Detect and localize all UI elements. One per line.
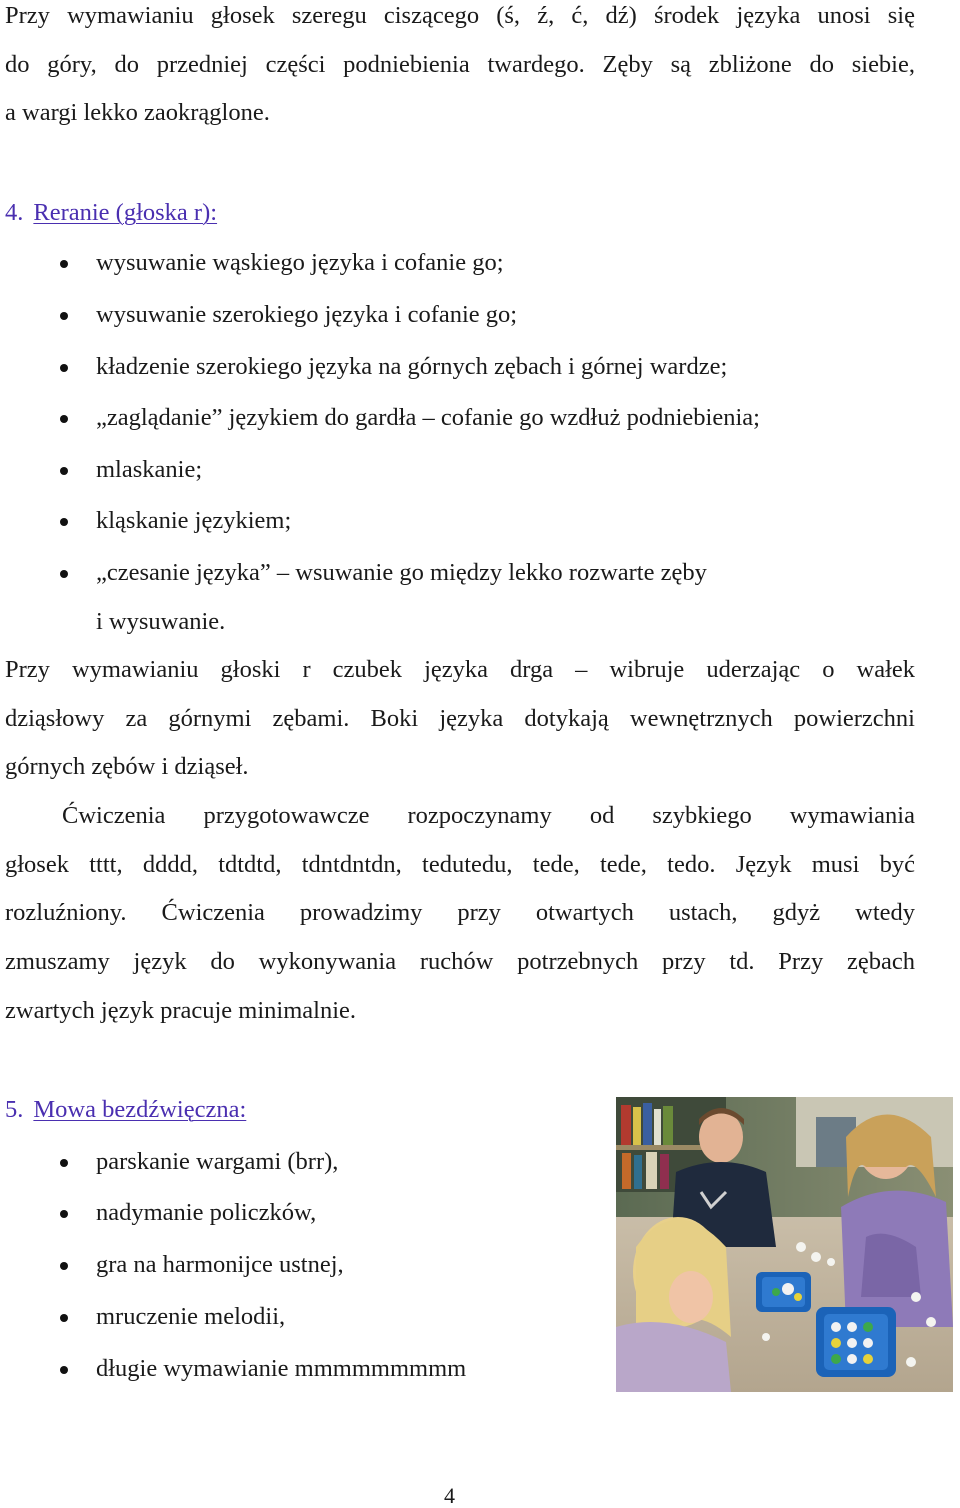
list-item-text: długie wymawianie mmmmmmmmm	[96, 1355, 467, 1382]
list-item-text: mruczenie melodii,	[96, 1303, 286, 1330]
list-item-text: gra na harmonijce ustnej,	[96, 1251, 344, 1278]
page-number: 4	[444, 1483, 455, 1508]
paragraph-line: dziąsłowy za górnymi zębami. Boki języka dotykają wewnętrznych powierzchni	[5, 705, 915, 732]
list-item-text: kląskanie językiem;	[96, 507, 292, 534]
paragraph-line: Przy wymawianiu głoski r czubek języka drga – wibruje uderzając o wałek	[5, 656, 915, 683]
list-item-text: kładzenie szerokiego języka na górnych zębach i górnej wardze;	[96, 353, 728, 380]
paragraph-line: Ćwiczenia przygotowawcze rozpoczynamy od szybkiego wymawiania	[62, 802, 915, 829]
bullet-icon	[60, 415, 68, 423]
section-4-number: 4.	[5, 199, 24, 226]
intro-line-2: do góry, do przedniej części podniebienia twardego. Zęby są zbliżone do siebie,	[5, 51, 915, 78]
bullet-icon	[60, 312, 68, 320]
bullet-icon	[60, 1210, 68, 1218]
bullet-icon	[60, 1159, 68, 1167]
section-4-heading	[5, 199, 217, 227]
bullet-icon	[60, 518, 68, 526]
list-item-text: „zaglądanie” językiem do gardła – cofanie go wzdłuż podniebienia;	[96, 404, 760, 431]
section-5-title[interactable]: Mowa bezdźwięczna:	[33, 1096, 247, 1123]
bullet-icon	[60, 1314, 68, 1322]
section-5-number: 5.	[5, 1096, 24, 1123]
list-item-text: wysuwanie szerokiego języka i cofanie go;	[96, 301, 518, 328]
list-item-text: nadymanie policzków,	[96, 1199, 317, 1226]
bullet-icon	[60, 364, 68, 372]
bullet-icon	[60, 1262, 68, 1270]
paragraph-line: głosek tttt, dddd, tdtdtd, tdntdntdn, tedutedu, tede, tede, tedo. Język musi być	[5, 851, 915, 878]
paragraph-line: zmuszamy język do wykonywania ruchów potrzebnych przy td. Przy zębach	[5, 948, 915, 975]
paragraph-line: zwartych język pracuje minimalnie.	[5, 997, 357, 1024]
bullet-icon	[60, 1366, 68, 1374]
section-4-title[interactable]: Reranie (głoska r):	[33, 199, 218, 226]
list-item-continuation: i wysuwanie.	[96, 608, 226, 635]
list-item-text: „czesanie języka” – wsuwanie go między lekko rozwarte zęby	[96, 559, 707, 586]
paragraph-line: górnych zębów i dziąseł.	[5, 753, 249, 780]
intro-line-1: Przy wymawianiu głosek szeregu ciszącego (ś, ź, ć, dź) środek języka unosi się	[5, 2, 915, 29]
list-item-text: wysuwanie wąskiego języka i cofanie go;	[96, 249, 504, 276]
bullet-icon	[60, 260, 68, 268]
list-item-text: mlaskanie;	[96, 456, 203, 483]
list-item-text: parskanie wargami (brr),	[96, 1148, 339, 1175]
bullet-icon	[60, 467, 68, 475]
intro-line-3: a wargi lekko zaokrąglone.	[5, 99, 270, 126]
bullet-icon	[60, 570, 68, 578]
section-5-heading	[5, 1096, 246, 1124]
children-playing-photo	[616, 1097, 953, 1392]
paragraph-line: rozluźniony. Ćwiczenia prowadzimy przy otwartych ustach, gdyż wtedy	[5, 899, 915, 926]
